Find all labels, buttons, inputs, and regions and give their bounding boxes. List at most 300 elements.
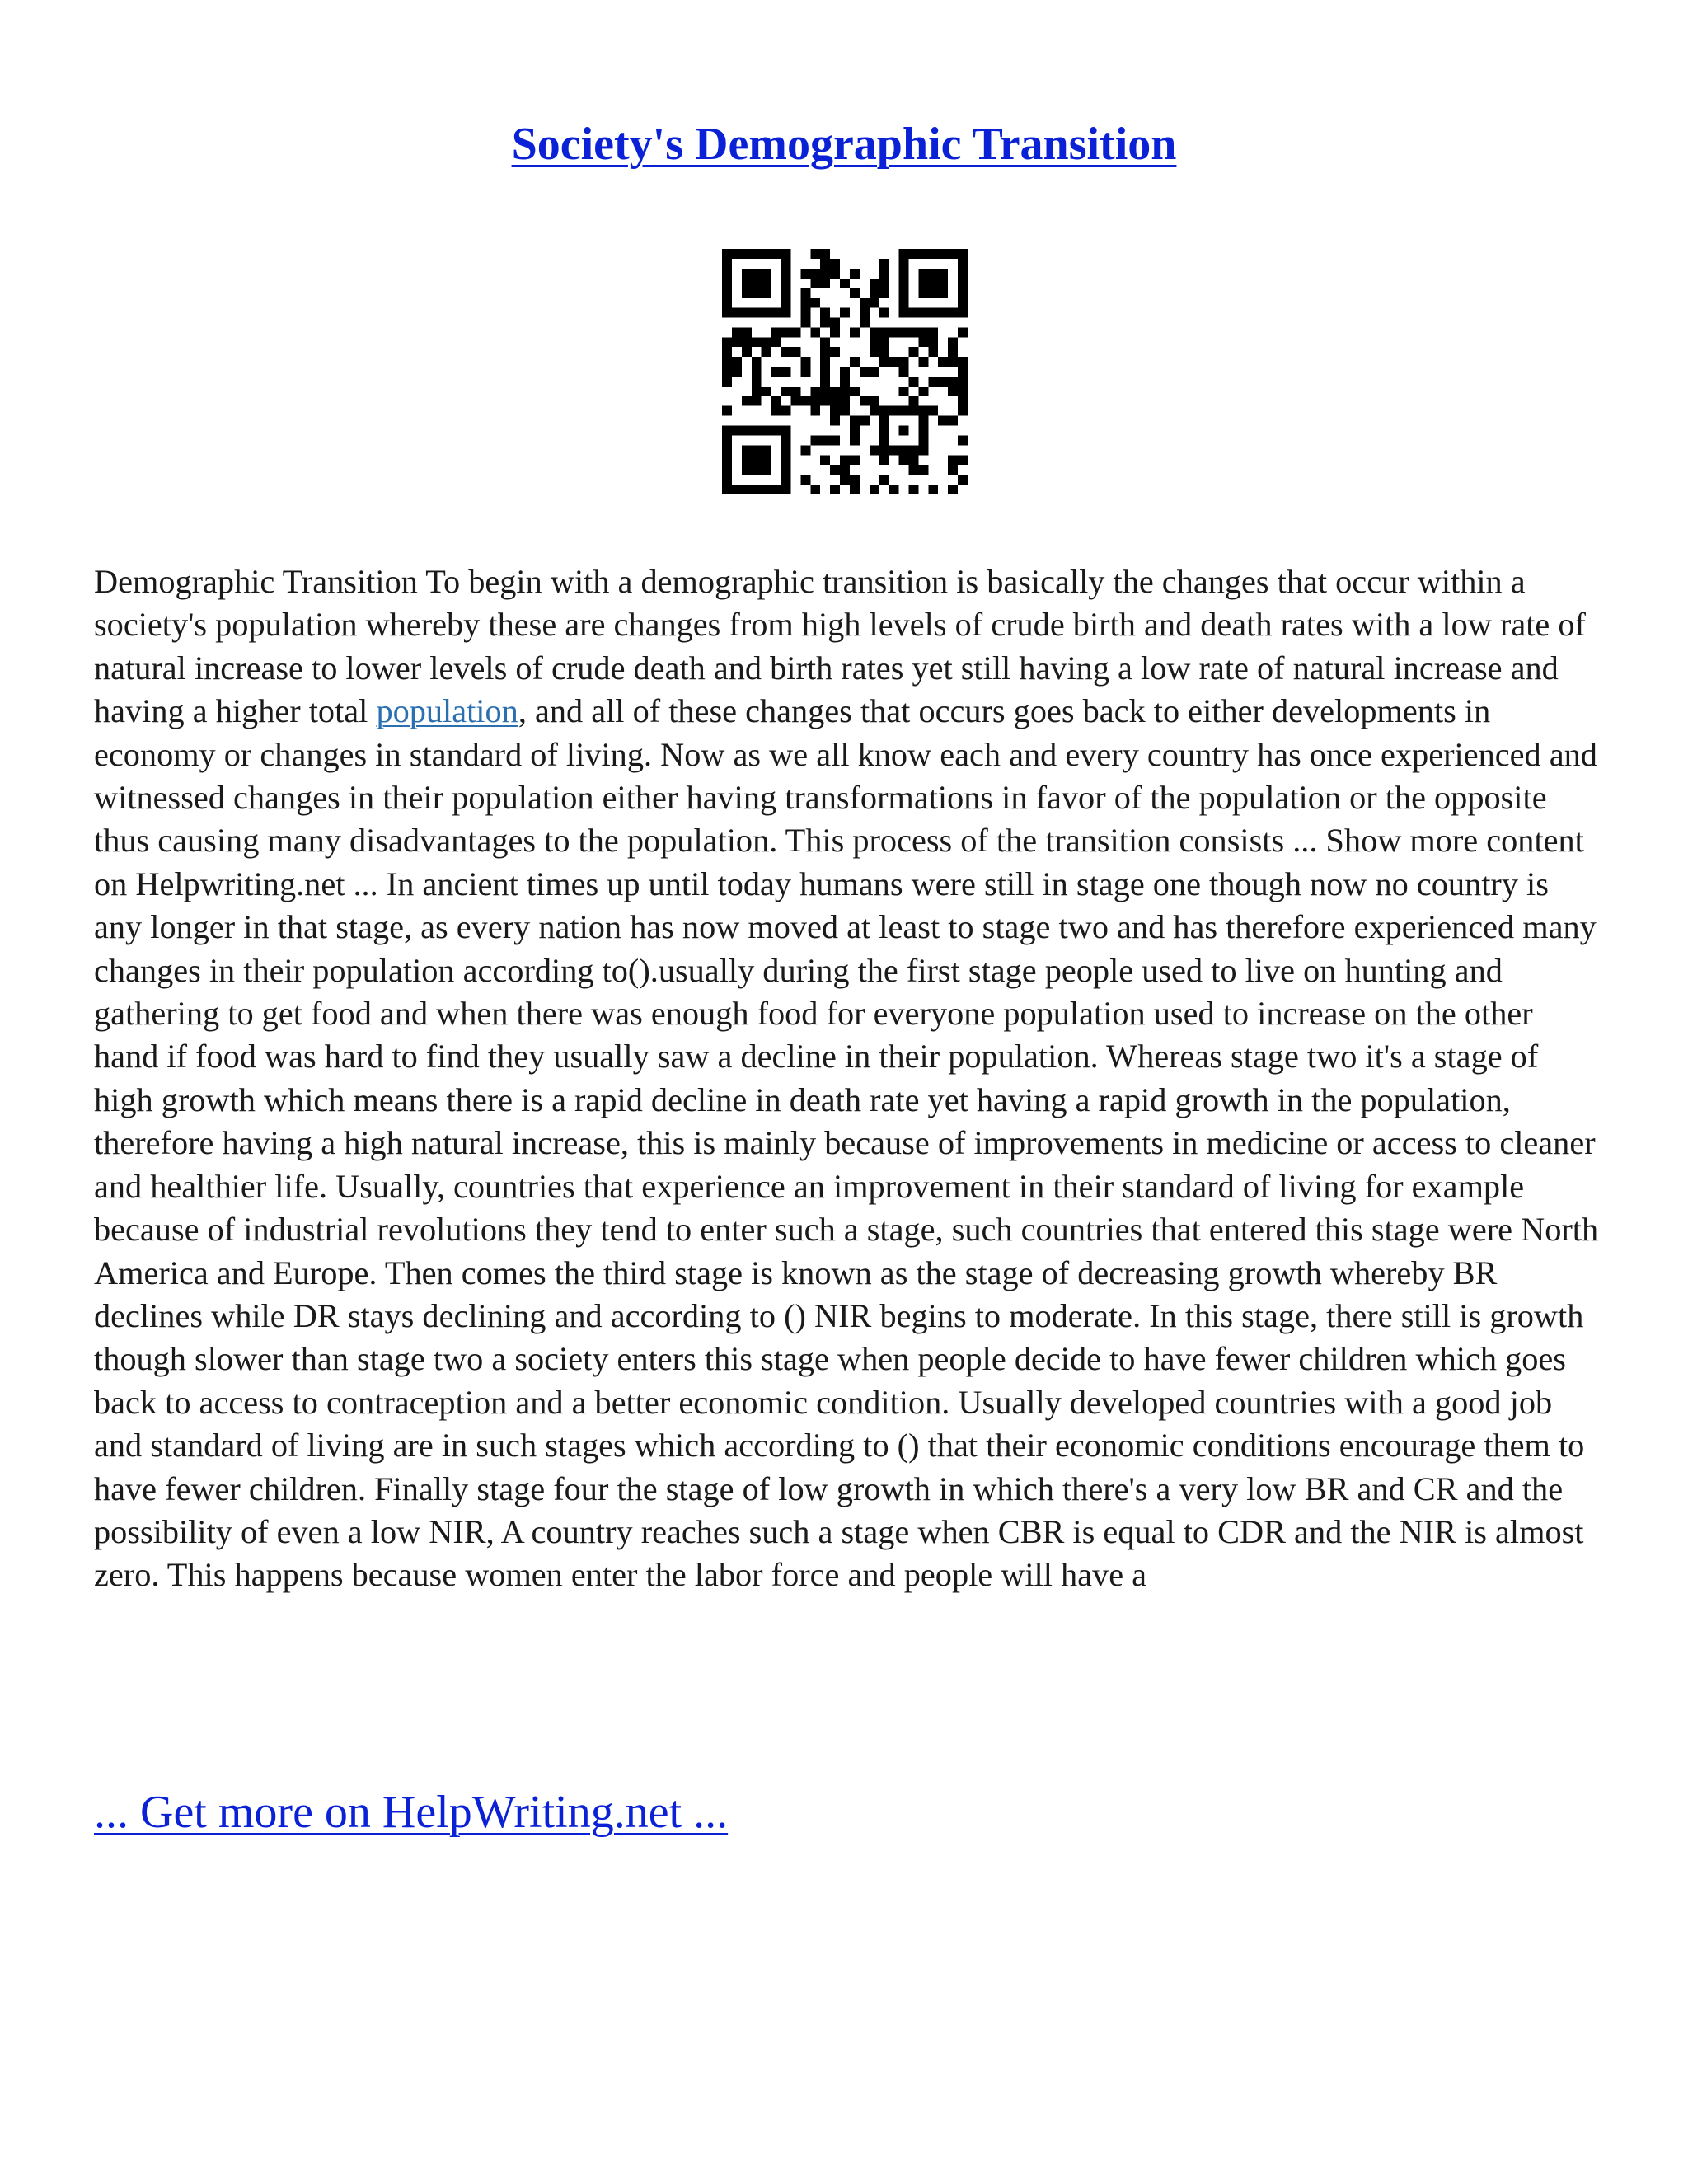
qr-module	[781, 485, 791, 494]
qr-module	[899, 279, 909, 288]
qr-module	[781, 347, 791, 357]
qr-module	[810, 387, 820, 396]
qr-module	[722, 279, 732, 288]
qr-module	[899, 406, 909, 416]
qr-module	[742, 347, 752, 357]
qr-module	[850, 435, 860, 445]
qr-module	[879, 259, 889, 269]
qr-module	[879, 426, 889, 436]
qr-module	[830, 485, 840, 494]
qr-module	[771, 308, 781, 318]
qr-module	[800, 298, 810, 308]
qr-module	[899, 249, 909, 259]
qr-module	[742, 426, 752, 436]
qr-module	[732, 327, 742, 337]
qr-module	[810, 279, 820, 288]
qr-module	[752, 387, 762, 396]
qr-module	[781, 249, 791, 259]
qr-module	[732, 426, 742, 436]
body-paragraph	[94, 560, 1602, 1597]
qr-module	[762, 288, 771, 298]
qr-module	[958, 357, 968, 367]
qr-module	[870, 396, 879, 406]
qr-module	[938, 288, 948, 298]
qr-module	[870, 367, 879, 377]
qr-module	[810, 298, 820, 308]
qr-module	[820, 279, 830, 288]
qr-module	[820, 308, 830, 318]
qr-module	[938, 269, 948, 279]
qr-module	[879, 445, 889, 455]
qr-module	[928, 485, 938, 494]
qr-module	[928, 279, 938, 288]
qr-module	[840, 377, 850, 387]
qr-module	[810, 249, 820, 259]
qr-module	[762, 465, 771, 475]
qr-module	[899, 426, 909, 436]
qr-module	[850, 416, 860, 426]
qr-module	[918, 445, 928, 455]
qr-module	[870, 279, 879, 288]
qr-module	[899, 357, 909, 367]
qr-module	[889, 445, 899, 455]
qr-module	[948, 387, 958, 396]
qr-module	[908, 406, 918, 416]
qr-module	[870, 288, 879, 298]
qr-module	[870, 298, 879, 308]
qr-module	[860, 298, 870, 308]
qr-module	[958, 249, 968, 259]
qr-module	[860, 317, 870, 327]
qr-module	[918, 406, 928, 416]
qr-module	[958, 288, 968, 298]
qr-module	[870, 337, 879, 347]
qr-module	[742, 485, 752, 494]
qr-module	[879, 416, 889, 426]
qr-module	[790, 387, 800, 396]
qr-module	[742, 288, 752, 298]
qr-module	[928, 347, 938, 357]
qr-module	[742, 308, 752, 318]
qr-module	[752, 426, 762, 436]
qr-module	[899, 308, 909, 318]
qr-module	[899, 298, 909, 308]
qr-module	[732, 249, 742, 259]
qr-module	[781, 327, 791, 337]
qr-module	[771, 406, 781, 416]
qr-module	[830, 396, 840, 406]
qr-module	[899, 327, 909, 337]
qr-module	[860, 396, 870, 406]
qr-module	[742, 337, 752, 347]
qr-module	[722, 475, 732, 485]
qr-module	[800, 367, 810, 377]
qr-module	[810, 435, 820, 445]
qr-module	[722, 288, 732, 298]
population-link[interactable]: population	[376, 692, 518, 730]
qr-module	[948, 455, 958, 465]
qr-module	[889, 406, 899, 416]
qr-module	[762, 347, 771, 357]
qr-module	[850, 269, 860, 279]
qr-module	[840, 455, 850, 465]
qr-module	[958, 475, 968, 485]
qr-module	[948, 377, 958, 387]
qr-module	[938, 308, 948, 318]
qr-module	[840, 475, 850, 485]
qr-module	[840, 367, 850, 377]
qr-module	[752, 465, 762, 475]
qr-module	[850, 357, 860, 367]
qr-module	[889, 485, 899, 494]
qr-module	[918, 269, 928, 279]
qr-module	[948, 249, 958, 259]
qr-module	[732, 337, 742, 347]
qr-module	[742, 279, 752, 288]
qr-module	[800, 317, 810, 327]
qr-module	[879, 269, 889, 279]
qr-module	[742, 455, 752, 465]
qr-module	[830, 387, 840, 396]
qr-module	[771, 485, 781, 494]
qr-module	[790, 327, 800, 337]
qr-module	[771, 327, 781, 337]
qr-module	[820, 396, 830, 406]
qr-module	[762, 455, 771, 465]
qr-module	[870, 327, 879, 337]
qr-module	[752, 445, 762, 455]
qr-module	[879, 475, 889, 485]
qr-module	[840, 387, 850, 396]
qr-module	[879, 455, 889, 465]
qr-module	[790, 396, 800, 406]
qr-module	[850, 485, 860, 494]
qr-module	[928, 406, 938, 416]
qr-module	[810, 406, 820, 416]
qr-module	[742, 396, 752, 406]
qr-module	[820, 249, 830, 259]
qr-module	[771, 337, 781, 347]
qr-module	[899, 269, 909, 279]
qr-module	[781, 269, 791, 279]
qr-module	[879, 327, 889, 337]
qr-module	[752, 357, 762, 367]
qr-module	[830, 406, 840, 416]
qr-module	[850, 327, 860, 337]
qr-module	[771, 426, 781, 436]
qr-module	[752, 367, 762, 377]
qr-module	[860, 416, 870, 426]
qr-module	[908, 377, 918, 387]
qr-module	[722, 445, 732, 455]
qr-module	[850, 455, 860, 465]
qr-module	[830, 317, 840, 327]
qr-module	[752, 249, 762, 259]
qr-module	[722, 249, 732, 259]
qr-module	[889, 357, 899, 367]
qr-module	[918, 426, 928, 436]
qr-module	[958, 435, 968, 445]
qr-module	[918, 435, 928, 445]
qr-module	[899, 288, 909, 298]
qr-module	[908, 465, 918, 475]
qr-module	[879, 288, 889, 298]
qr-module	[722, 367, 732, 377]
qr-module	[830, 465, 840, 475]
qr-module	[790, 347, 800, 357]
qr-module	[879, 406, 889, 416]
qr-module	[879, 308, 889, 318]
qr-module	[850, 387, 860, 396]
qr-module	[958, 308, 968, 318]
qr-module	[879, 357, 889, 367]
qr-module	[918, 387, 928, 396]
qr-module	[830, 347, 840, 357]
qr-module	[850, 426, 860, 436]
qr-module	[752, 279, 762, 288]
qr-module	[820, 317, 830, 327]
body-text-start: Demographic Transition To begin with a demographic transition is basically the changes that occur within a society's population whereby these are changes from high levels of crude birth and death rates with a low rate of natural increase to lower levels of crude death and birth rates yet still having a low rate of natural increase and having a higher total	[94, 563, 1586, 730]
qr-module	[742, 445, 752, 455]
qr-module	[928, 377, 938, 387]
qr-module	[840, 406, 850, 416]
qr-module	[820, 435, 830, 445]
qr-module	[781, 475, 791, 485]
qr-module	[918, 279, 928, 288]
qr-module	[870, 445, 879, 455]
qr-module	[800, 288, 810, 298]
qr-module	[938, 377, 948, 387]
qr-module	[722, 259, 732, 269]
qr-module	[722, 435, 732, 445]
qr-module	[820, 269, 830, 279]
qr-module	[958, 298, 968, 308]
qr-module	[899, 445, 909, 455]
qr-module	[958, 455, 968, 465]
qr-module	[958, 387, 968, 396]
title-link[interactable]: Society's Demographic Transition	[511, 119, 1177, 170]
qr-module	[928, 249, 938, 259]
qr-module	[918, 337, 928, 347]
qr-module	[820, 347, 830, 357]
qr-module	[800, 269, 810, 279]
qr-module	[820, 337, 830, 347]
qr-module	[879, 347, 889, 357]
qr-module	[928, 269, 938, 279]
qr-module	[870, 485, 879, 494]
qr-module	[781, 426, 791, 436]
qr-module	[762, 485, 771, 494]
qr-module	[820, 259, 830, 269]
qr-module	[889, 327, 899, 337]
qr-module	[879, 435, 889, 445]
qr-module	[781, 279, 791, 288]
qr-module	[742, 327, 752, 337]
qr-module	[752, 269, 762, 279]
qr-module	[899, 455, 909, 465]
qr-module	[928, 337, 938, 347]
qr-module	[762, 279, 771, 288]
qr-module	[742, 269, 752, 279]
qr-module	[850, 475, 860, 485]
qr-module	[752, 455, 762, 465]
qr-module	[781, 406, 791, 416]
qr-module	[928, 327, 938, 337]
qr-module	[762, 426, 771, 436]
qr-module	[918, 416, 928, 426]
qr-module	[820, 377, 830, 387]
qr-module	[958, 259, 968, 269]
qr-module	[742, 249, 752, 259]
qr-module	[722, 269, 732, 279]
qr-module	[948, 337, 958, 347]
qr-module	[800, 308, 810, 318]
qr-module	[762, 337, 771, 347]
qr-module	[732, 485, 742, 494]
qr-module	[810, 269, 820, 279]
qr-module	[722, 485, 732, 494]
qr-module	[830, 327, 840, 337]
qr-module	[958, 396, 968, 406]
qr-module	[722, 298, 732, 308]
qr-module	[830, 259, 840, 269]
qr-module	[899, 367, 909, 377]
qr-module	[938, 249, 948, 259]
qr-module	[958, 377, 968, 387]
qr-module	[752, 377, 762, 387]
qr-module	[762, 269, 771, 279]
qr-module	[840, 279, 850, 288]
qr-module	[958, 406, 968, 416]
qr-module	[938, 357, 948, 367]
page-title	[0, 115, 1688, 173]
qr-module	[810, 485, 820, 494]
qr-module	[752, 485, 762, 494]
qr-module	[908, 308, 918, 318]
qr-module	[938, 279, 948, 288]
qr-code-icon	[722, 249, 968, 494]
qr-module	[732, 367, 742, 377]
qr-module	[722, 357, 732, 367]
qr-module	[722, 308, 732, 318]
qr-module	[781, 308, 791, 318]
qr-module	[908, 396, 918, 406]
qr-module	[800, 357, 810, 367]
qr-module	[899, 259, 909, 269]
qr-module	[781, 435, 791, 445]
qr-module	[918, 357, 928, 367]
qr-module	[771, 367, 781, 377]
qr-module	[722, 465, 732, 475]
qr-module	[948, 485, 958, 494]
qr-module	[781, 298, 791, 308]
qr-module	[781, 259, 791, 269]
qr-module	[879, 279, 889, 288]
qr-module	[722, 377, 732, 387]
qr-module	[781, 455, 791, 465]
qr-module	[879, 337, 889, 347]
qr-module	[918, 288, 928, 298]
qr-module	[762, 249, 771, 259]
qr-module	[908, 485, 918, 494]
qr-module	[781, 465, 791, 475]
qr-module	[722, 455, 732, 465]
qr-module	[781, 387, 791, 396]
qr-module	[781, 288, 791, 298]
qr-module	[908, 327, 918, 337]
qr-module	[752, 337, 762, 347]
qr-module	[850, 288, 860, 298]
qr-module	[928, 288, 938, 298]
qr-module	[958, 367, 968, 377]
qr-module	[820, 455, 830, 465]
qr-module	[938, 416, 948, 426]
qr-module	[908, 347, 918, 357]
get-more-link[interactable]: ... Get more on HelpWriting.net ...	[94, 1787, 729, 1838]
qr-module	[800, 396, 810, 406]
qr-module	[732, 308, 742, 318]
qr-module	[800, 475, 810, 485]
qr-module	[820, 387, 830, 396]
qr-module	[722, 426, 732, 436]
qr-module	[948, 308, 958, 318]
qr-module	[830, 269, 840, 279]
qr-module	[762, 387, 771, 396]
qr-module	[820, 367, 830, 377]
qr-module	[820, 357, 830, 367]
qr-module	[958, 327, 968, 337]
qr-module	[762, 445, 771, 455]
qr-module	[918, 327, 928, 337]
qr-module	[752, 308, 762, 318]
qr-module	[908, 445, 918, 455]
qr-module	[860, 308, 870, 318]
qr-module	[908, 455, 918, 465]
qr-module	[830, 435, 840, 445]
qr-module	[722, 406, 732, 416]
qr-module	[918, 308, 928, 318]
qr-module	[918, 465, 928, 475]
qr-module	[810, 396, 820, 406]
qr-module	[762, 308, 771, 318]
qr-module	[908, 249, 918, 259]
body-text-rest: , and all of these changes that occurs goes back to either developments in economy or changes in standard of living. Now as we all know each and every country has once experienced and witnessed changes in their population either having transformations in favor of the population or the opposite thus causing many disadvantages to the population. This process of the transition consists ... Show more content on Helpwriting.net ... In ancient times up until today humans were still in stage one though now no country is any longer in that stage, as every nation has now moved at least to stage two and has therefore experienced many changes in their population according to().usually during the first stage people used to live on hunting and gathering to get food and when there was enough food for everyone population used to increase on the other hand if food was hard to find they usually saw a decline in their population. Whereas stage two it's a stage of high growth which means there is a rapid decline in death rate yet having a rapid growth in the population, therefore having a high natural increase, this is mainly because of improvements in medicine or access to cleaner and healthier life. Usually, countries that experience an improvement in their standard of living for example because of industrial revolutions they tend to enter such a stage, such countries that entered this stage were North America and Europe. Then comes the third stage is known as the stage of decreasing growth whereby BR declines while DR stays declining and according to () NIR begins to moderate. In this stage, there still is growth though slower than stage two a society enters this stage when people decide to have fewer children which goes back to access to contraception and a better economic condition. Usually developed countries with a good job and standard of living are in such stages which according to () that their economic conditions encourage them to have fewer children. Finally stage four the stage of low growth in which there's a very low BR and CR and the possibility of even a low NIR, A country reaches such a stage when CBR is equal to CDR and the NIR is almost zero. This happens because women enter the labor force and people will have a	[94, 692, 1599, 1594]
qr-module	[840, 396, 850, 406]
qr-module	[810, 327, 820, 337]
qr-module	[771, 249, 781, 259]
qr-module	[840, 465, 850, 475]
qr-module	[722, 337, 732, 347]
qr-module	[752, 396, 762, 406]
qr-module	[840, 308, 850, 318]
qr-module	[771, 396, 781, 406]
qr-module	[899, 387, 909, 396]
qr-module	[781, 445, 791, 455]
qr-module	[928, 308, 938, 318]
qr-module	[830, 416, 840, 426]
qr-module	[742, 465, 752, 475]
qr-module	[800, 445, 810, 455]
qr-module	[722, 347, 732, 357]
qr-module	[948, 416, 958, 426]
get-more-section	[94, 1783, 728, 1841]
qr-module	[752, 288, 762, 298]
qr-module	[781, 367, 791, 377]
qr-module	[948, 465, 958, 475]
qr-module	[948, 347, 958, 357]
qr-module	[860, 367, 870, 377]
qr-module	[958, 269, 968, 279]
